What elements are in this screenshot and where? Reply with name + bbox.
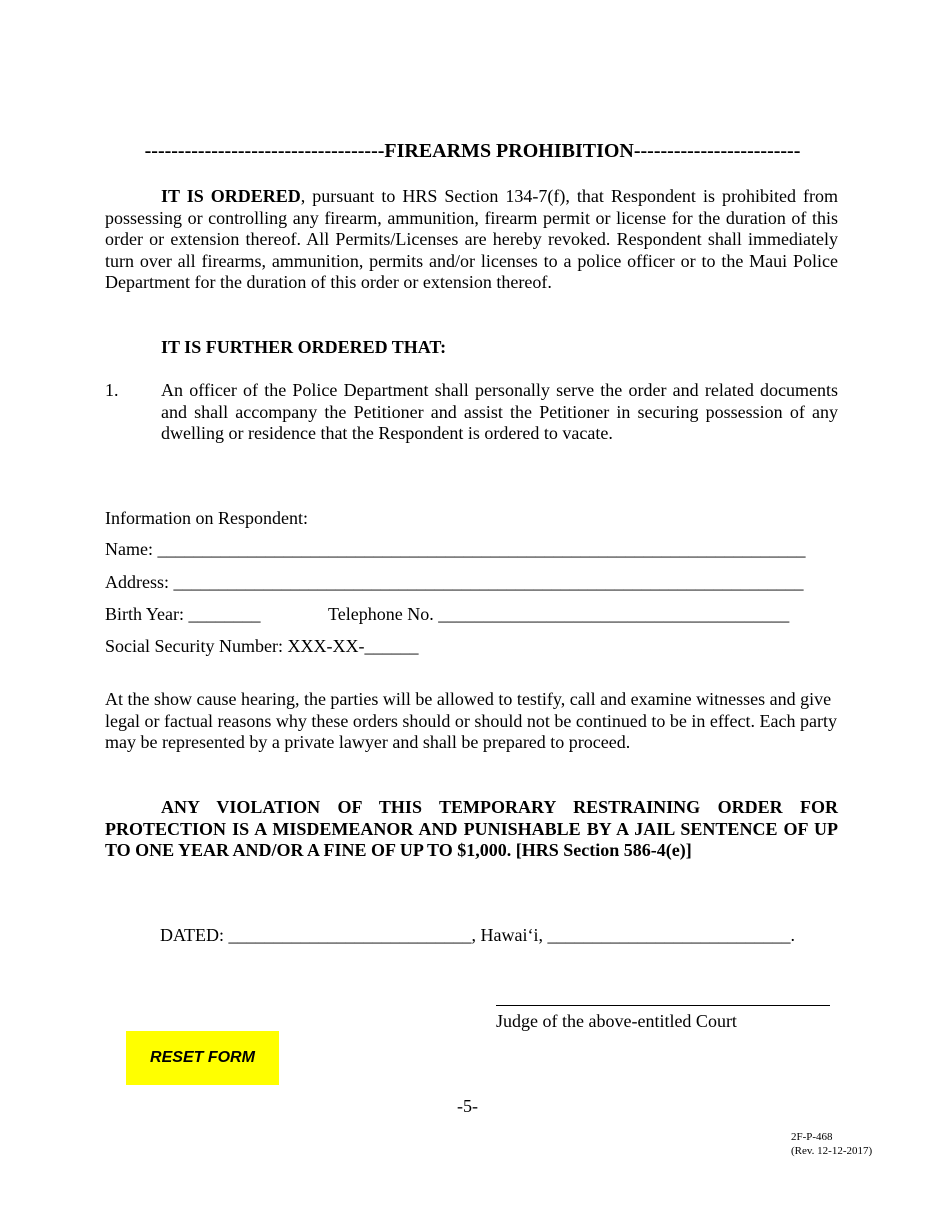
order-lead: IT IS ORDERED xyxy=(161,186,301,206)
reset-form-button[interactable]: RESET FORM xyxy=(126,1031,279,1085)
judge-label: Judge of the above-entitled Court xyxy=(496,1011,737,1031)
respondent-ssn-field[interactable]: Social Security Number: XXX-XX-______ xyxy=(105,636,419,656)
respondent-name-field[interactable]: Name: ________________________________________________________________________ xyxy=(105,539,806,559)
page-number: -5- xyxy=(457,1096,478,1116)
respondent-telephone-field[interactable]: Telephone No. _______________________________________ xyxy=(328,604,790,624)
item-text: An officer of the Police Department shall personally serve the order and related documents and shall accompany the Petitioner and assist the Petitioner in securing possession of any dwelling or residence that the Respondent is ordered to vacate. xyxy=(161,380,838,443)
judge-signature-line xyxy=(496,1005,830,1006)
form-revision: (Rev. 12-12-2017) xyxy=(791,1145,873,1157)
violation-warning: ANY VIOLATION OF THIS TEMPORARY RESTRAINING ORDER FOR PROTECTION IS A MISDEMEANOR AND PUNISHABLE BY A JAIL SENTENCE OF UP TO ONE YEAR AND/OR A FINE OF UP TO $1,000. [HRS Section 586-4(e)] xyxy=(105,797,838,860)
respondent-address-field[interactable]: Address: ______________________________________________________________________ xyxy=(105,572,804,592)
item-number: 1. xyxy=(105,380,119,400)
firearms-order-paragraph xyxy=(105,186,838,294)
form-number: 2F-P-468 xyxy=(791,1131,833,1143)
hearing-paragraph: At the show cause hearing, the parties will be allowed to testify, call and examine witnesses and give legal or factual reasons why these orders should or should not be continued to be in effect. Each party may be represented by a private lawyer and shall be prepared to proceed. xyxy=(105,689,837,752)
order-text: , pursuant to HRS Section 134-7(f), that Respondent is prohibited from possessing or controlling any firearm, ammunition, firearm permit or license for the duration of this order or extension thereof. All Permits/Licenses are hereby revoked. Respondent shall immediately turn over all firearms, ammunition, permits and/or licenses to a police officer or to the Maui Police Department for the duration of this order or extension thereof. xyxy=(105,186,839,292)
respondent-info-heading: Information on Respondent: xyxy=(105,508,308,528)
respondent-birth-year-field[interactable]: Birth Year: ________ xyxy=(105,604,261,624)
form-identifier xyxy=(791,1130,872,1158)
dated-line[interactable]: DATED: ___________________________, Hawaiʻi, ___________________________. xyxy=(160,925,795,945)
further-ordered-heading: IT IS FURTHER ORDERED THAT: xyxy=(161,337,447,357)
section-heading: ------------------------------------FIREARMS PROHIBITION------------------------- xyxy=(144,140,801,162)
